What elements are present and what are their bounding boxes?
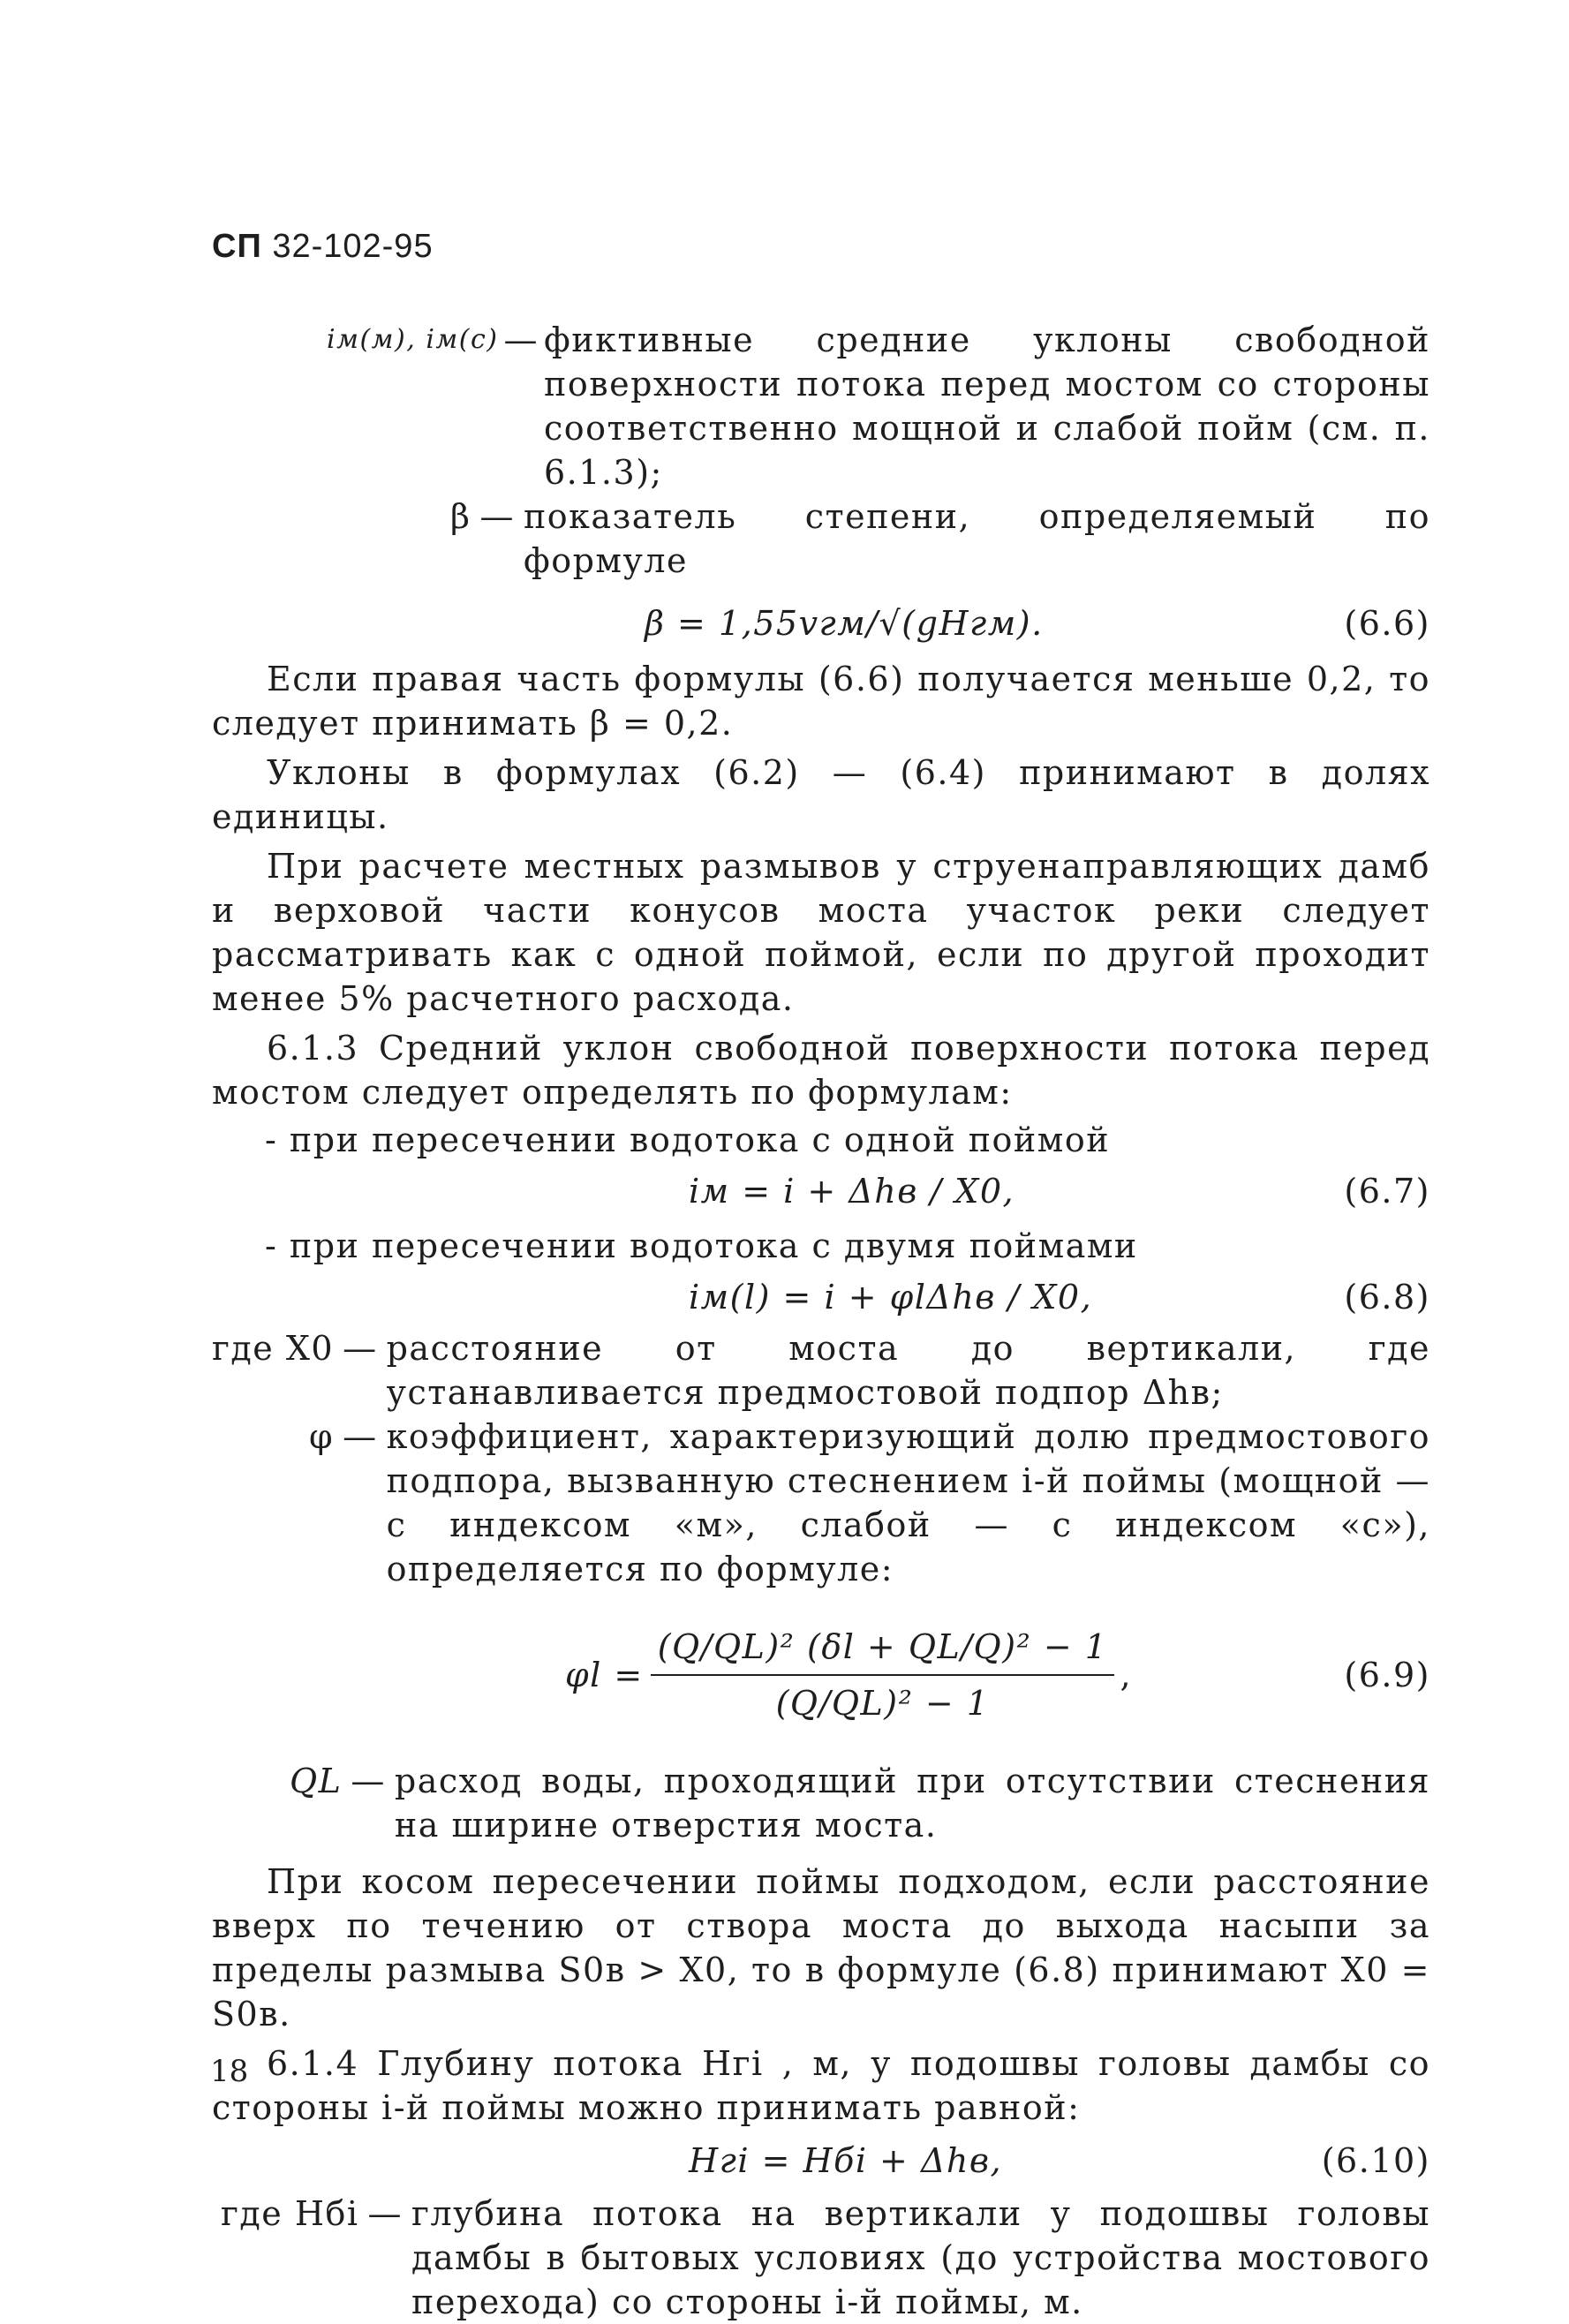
definition-symbol: φ xyxy=(309,1417,335,1456)
definition-symbol: где Hбi xyxy=(221,2194,359,2233)
page-number: 18 xyxy=(210,2054,249,2089)
definition-symbol: где X0 xyxy=(212,1329,335,1368)
standard-code: СП xyxy=(212,228,262,265)
document-header xyxy=(212,228,434,266)
formula-lhs: φl = xyxy=(565,1656,644,1694)
fraction-block xyxy=(212,1587,1344,1763)
standard-number: 32-102-95 xyxy=(272,228,434,265)
definition-dash: — xyxy=(343,1417,378,1456)
definition-symbol: β xyxy=(450,497,471,536)
list-item: - при пересечении водотока с двумя поймами xyxy=(265,1226,1138,1265)
equation-number: (6.8) xyxy=(1344,1278,1430,1317)
definition-phi xyxy=(309,1415,1430,1591)
formula: iм(l) = i + φlΔhв / X0, xyxy=(689,1278,1093,1317)
paragraph: При расчете местных размывов у струенаправляющих дамб и верховой части конусов моста участок реки следует рассматривать как с одной поймой, если по другой проходит менее 5% расчетного расхода. xyxy=(212,847,1430,1018)
equation-6-10 xyxy=(212,2130,1430,2192)
definition-symbol: QL xyxy=(290,1762,343,1800)
formula: β = 1,55vгм/√(gHгм). xyxy=(645,604,1044,643)
equation-number: (6.9) xyxy=(1344,1656,1430,1694)
definition-i-m xyxy=(327,318,1430,494)
definition-dash: — xyxy=(479,497,515,536)
formula: Hгi = Hбi + Δhв, xyxy=(689,2141,1003,2180)
definition-dash: — xyxy=(343,1329,378,1368)
fraction xyxy=(651,1625,1115,1725)
definition-symbol: iм(м), iм(с) xyxy=(327,324,499,355)
definition-ql xyxy=(290,1759,1430,1847)
list-item: - при пересечении водотока с одной поймой xyxy=(265,1120,1111,1159)
definition-text: расстояние от моста до вертикали, где устанавливается предмостовой подпор Δhв; xyxy=(386,1329,1430,1412)
definition-text: показатель степени, определяемый по формуле xyxy=(523,497,1430,580)
definition-dash: — xyxy=(503,321,539,359)
document-body xyxy=(212,318,1430,2324)
formula: iм = i + Δhв / X0, xyxy=(689,1172,1015,1211)
equation-6-7 xyxy=(212,1162,1430,1220)
definition-text: фиктивные средние уклоны свободной поверхности потока перед мостом со стороны соответственно мощной и слабой пойм (см. п. 6.1.3); xyxy=(544,321,1430,492)
equation-number: (6.7) xyxy=(1344,1172,1430,1211)
formula-tail: , xyxy=(1120,1656,1133,1694)
paragraph: 6.1.4 Глубину потока Hгi , м, у подошвы головы дамбы со стороны i-й поймы можно принимать равной: xyxy=(212,2044,1430,2127)
definition-dash: — xyxy=(367,2194,404,2233)
equation-6-6 xyxy=(212,595,1430,652)
paragraph: Если правая часть формулы (6.6) получается меньше 0,2, то следует принимать β = 0,2. xyxy=(212,660,1430,743)
definition-hb xyxy=(221,2192,1430,2324)
definition-beta xyxy=(450,494,1430,583)
equation-number: (6.10) xyxy=(1321,2141,1430,2180)
fraction-numerator: (Q/QL)² (δl + QL/Q)² − 1 xyxy=(657,1627,1108,1666)
definition-dash: — xyxy=(351,1762,386,1800)
equation-6-8 xyxy=(212,1268,1430,1326)
paragraph: 6.1.3 Средний уклон свободной поверхности потока перед мостом следует определять по формулам: xyxy=(212,1029,1430,1112)
equation-number: (6.6) xyxy=(1344,604,1430,643)
definition-text: расход воды, проходящий при отсутствии стеснения на ширине отверстия моста. xyxy=(394,1762,1430,1845)
definition-text: глубина потока на вертикали у подошвы головы дамбы в бытовых условиях (до устройства мостового перехода) со стороны i-й поймы, м. xyxy=(411,2194,1430,2321)
equation-6-9 xyxy=(212,1591,1430,1759)
paragraph: При косом пересечении поймы подходом, если расстояние вверх по течению от створа моста до выхода насыпи за пределы размыва S0в > X0, то в формуле (6.8) принимают X0 = S0в. xyxy=(212,1862,1430,2034)
definition-text: коэффициент, характеризующий долю предмостового подпора, вызванную стеснением i-й поймы (мощной — с индексом «м», слабой — с индексом «с»), определяется по формуле: xyxy=(386,1417,1430,1588)
paragraph: Уклоны в формулах (6.2) — (6.4) принимают в долях единицы. xyxy=(212,753,1430,836)
fraction-denominator: (Q/QL)² − 1 xyxy=(775,1684,990,1723)
definition-x0 xyxy=(212,1326,1430,1415)
